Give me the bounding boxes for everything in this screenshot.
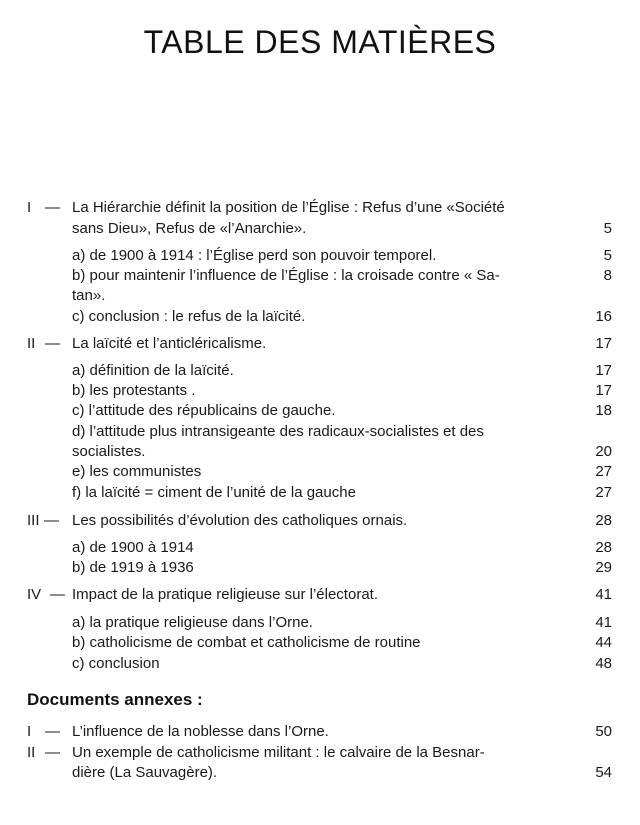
- page-number: 18: [595, 402, 612, 419]
- section-numeral: II: [27, 335, 36, 352]
- page-number: 20: [595, 443, 612, 460]
- page-number: 54: [595, 764, 612, 781]
- page-number: 16: [595, 308, 612, 325]
- item-label: b) catholicisme de combat et catholicisme de routine: [72, 634, 421, 651]
- annex-title: Un exemple de catholicisme militant : le calvaire de la Besnar-: [72, 744, 485, 761]
- annex-title-cont: dière (La Sauvagère).: [72, 764, 218, 781]
- page-number: 28: [595, 512, 612, 529]
- section-dash: —: [44, 512, 59, 529]
- item-label: c) l’attitude des républicains de gauche.: [72, 402, 336, 419]
- page-number: 8: [603, 267, 612, 284]
- page-title: TABLE DES MATIÈRES: [143, 24, 497, 60]
- page-number: 41: [595, 586, 612, 603]
- section-numeral: I: [27, 199, 32, 216]
- item-label: d) l’attitude plus intransigeante des radicaux-socialistes et des: [72, 423, 484, 440]
- section-title: La Hiérarchie définit la position de l’Église : Refus d’une «Société: [72, 199, 505, 216]
- annex-title: L’influence de la noblesse dans l’Orne.: [72, 723, 329, 740]
- section-numeral: IV: [27, 586, 42, 603]
- item-label-cont: tan».: [72, 287, 106, 304]
- annex-numeral: II: [27, 744, 36, 761]
- item-label: b) les protestants .: [72, 382, 196, 399]
- section-title: Les possibilités d’évolution des catholiques ornais.: [72, 512, 408, 529]
- section-dash: —: [50, 586, 65, 603]
- item-label: f) la laïcité = ciment de l’unité de la gauche: [72, 484, 356, 501]
- page-number: 17: [595, 335, 612, 352]
- page-number: 50: [595, 723, 612, 740]
- item-label: c) conclusion : le refus de la laïcité.: [72, 308, 306, 325]
- page-number: 17: [595, 362, 612, 379]
- section-numeral: III: [27, 512, 40, 529]
- page-number: 29: [595, 559, 612, 576]
- annex-numeral: I: [27, 723, 32, 740]
- page-number: 5: [603, 220, 612, 237]
- item-label: a) définition de la laïcité.: [72, 362, 234, 379]
- page-number: 17: [595, 382, 612, 399]
- annex-dash: —: [45, 723, 60, 740]
- section-title: Impact de la pratique religieuse sur l’électorat.: [72, 586, 378, 603]
- item-label-cont: socialistes.: [72, 443, 146, 460]
- section-dash: —: [45, 335, 60, 352]
- section-title: La laïcité et l’anticléricalisme.: [72, 335, 267, 352]
- page-number: 44: [595, 634, 612, 651]
- page-number: 48: [595, 655, 612, 672]
- item-label: b) pour maintenir l’influence de l’Église : la croisade contre « Sa-: [72, 267, 500, 284]
- item-label: e) les communistes: [72, 463, 202, 480]
- page-number: 41: [595, 614, 612, 631]
- item-label: b) de 1919 à 1936: [72, 559, 194, 576]
- page-number: 5: [603, 247, 612, 264]
- annex-dash: —: [45, 744, 60, 761]
- section-title-cont: sans Dieu», Refus de «l’Anarchie».: [72, 220, 307, 237]
- item-label: a) de 1900 à 1914: [72, 539, 194, 556]
- item-label: c) conclusion: [72, 655, 160, 672]
- page-number: 27: [595, 484, 612, 501]
- section-dash: —: [45, 199, 60, 216]
- page-number: 27: [595, 463, 612, 480]
- page-number: 28: [595, 539, 612, 556]
- item-label: a) de 1900 à 1914 : l’Église perd son pouvoir temporel.: [72, 247, 437, 264]
- item-label: a) la pratique religieuse dans l’Orne.: [72, 614, 313, 631]
- annexes-heading: Documents annexes :: [27, 690, 203, 709]
